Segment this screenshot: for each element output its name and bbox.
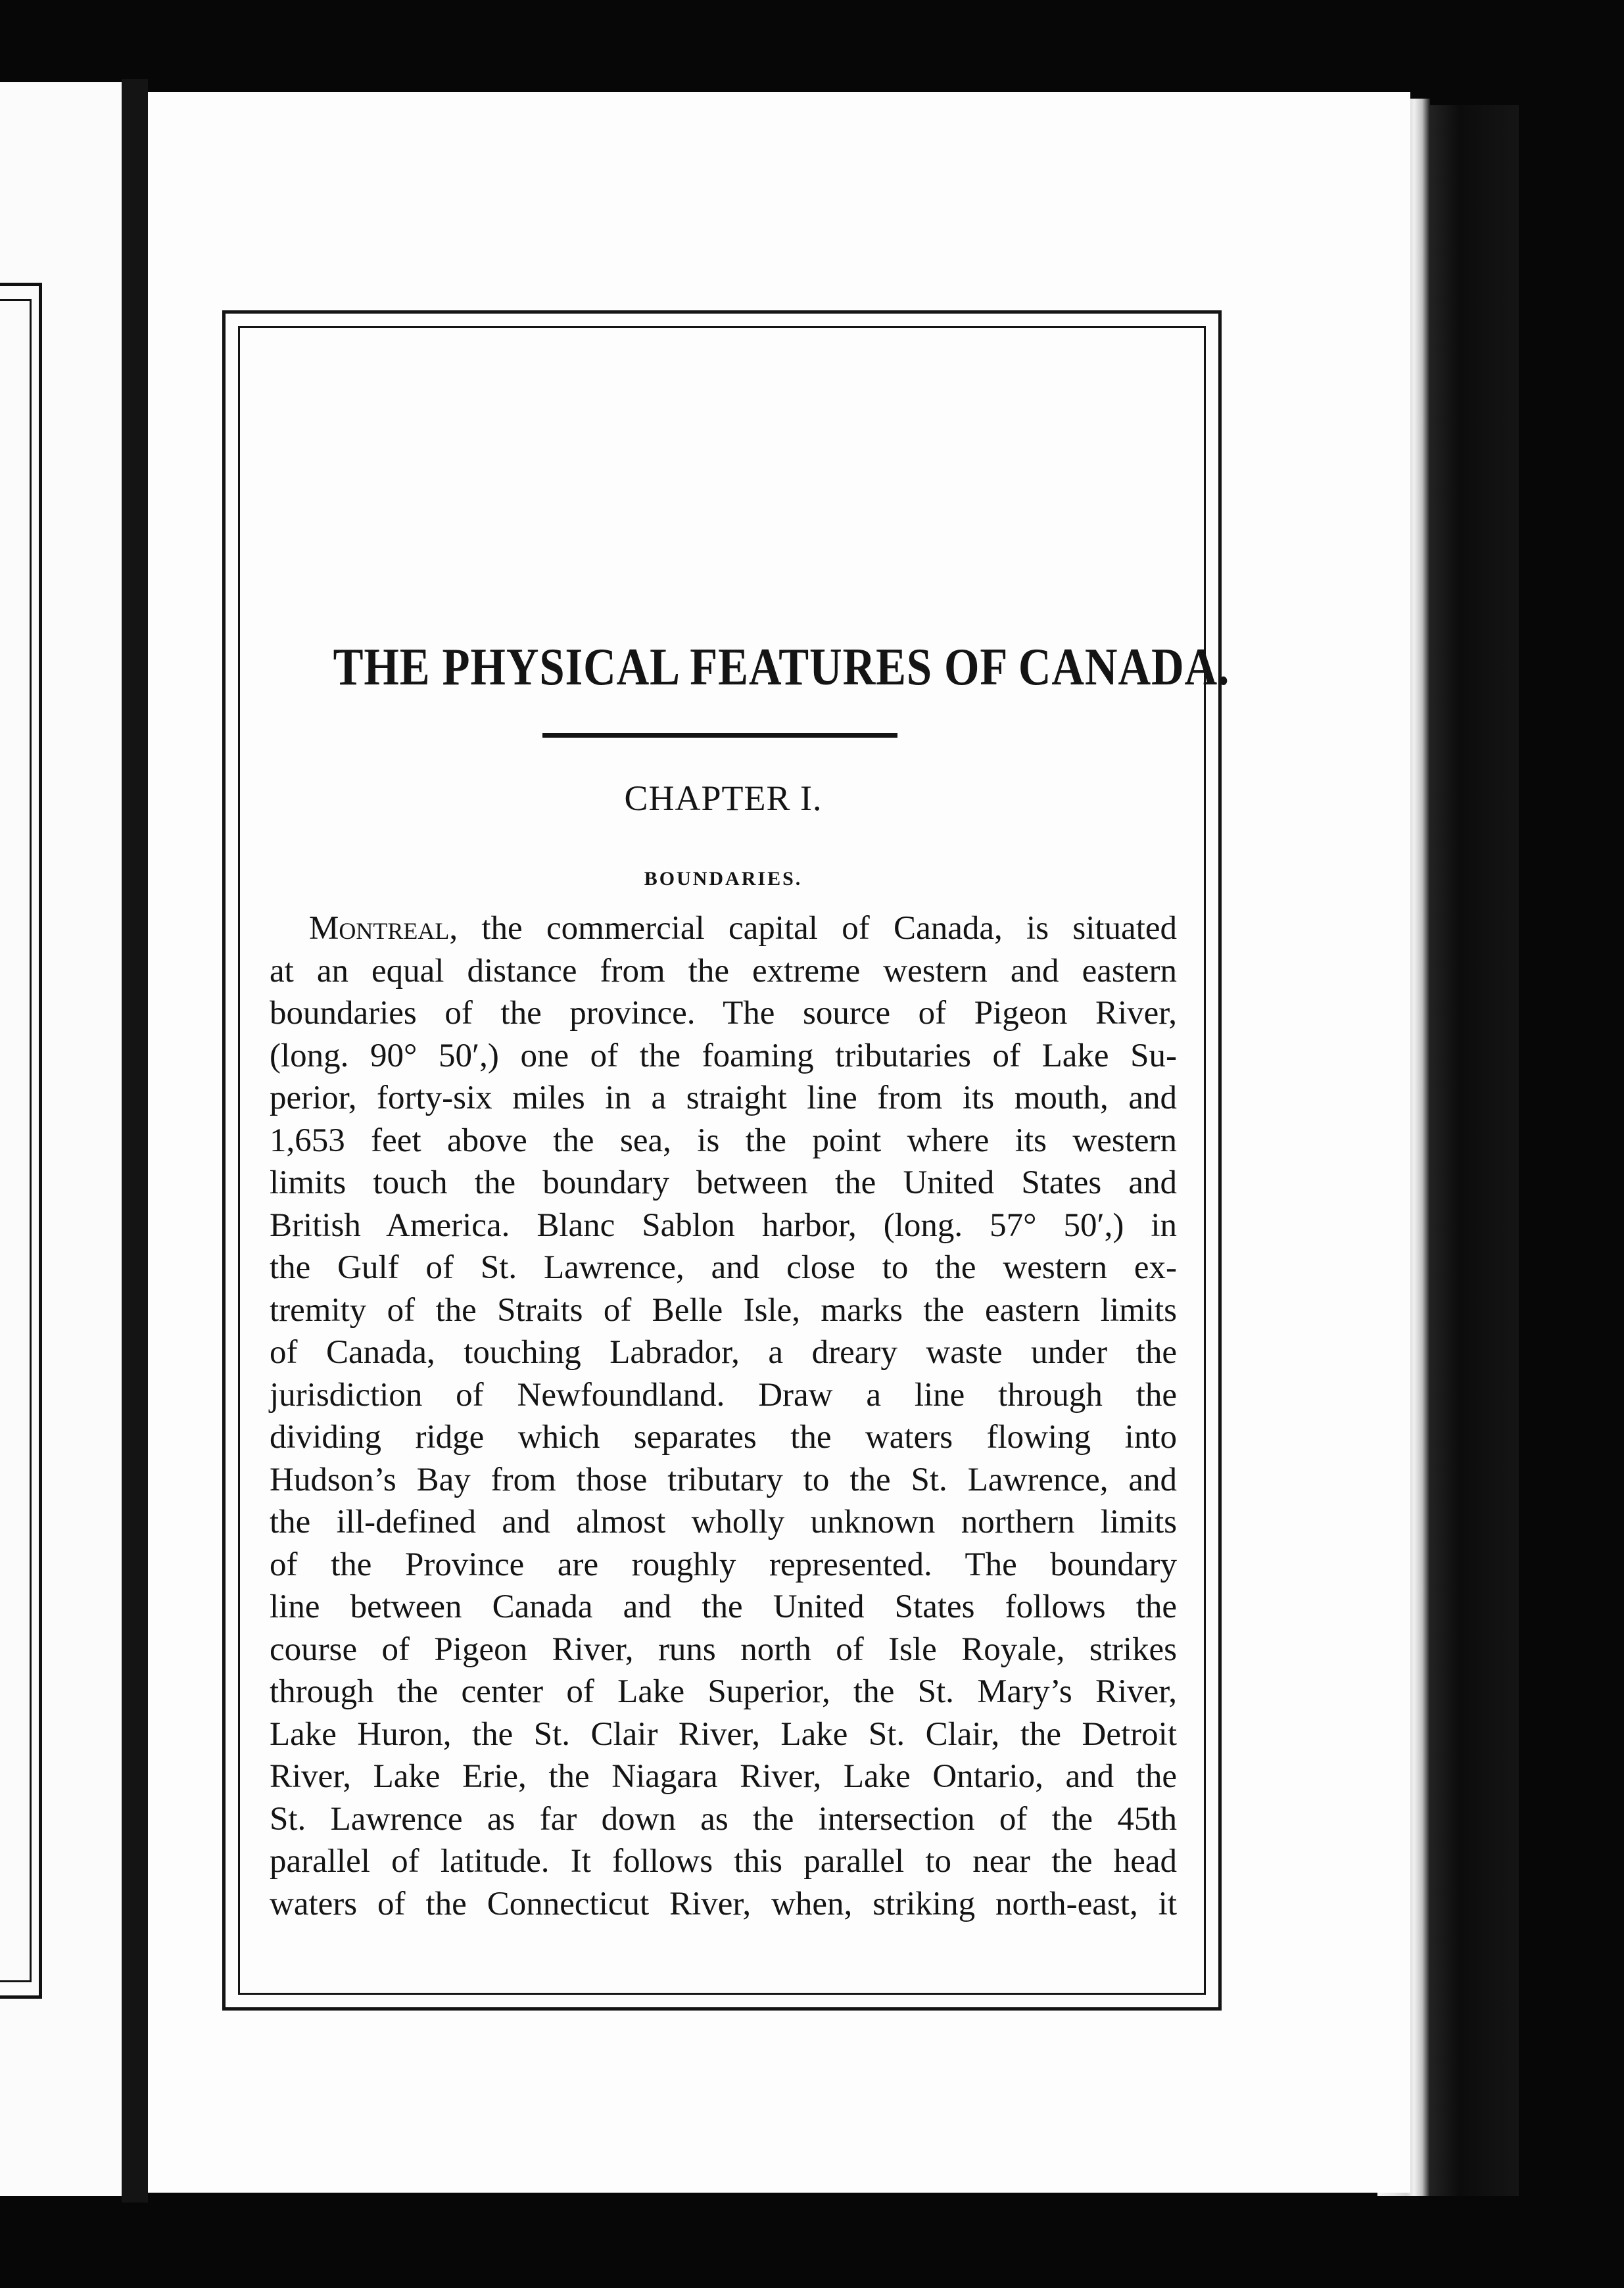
text-line: Montreal, the commercial capital of Canada, is situated bbox=[309, 910, 1177, 947]
text-line: boundaries of the province. The source of Pigeon River, bbox=[270, 995, 1177, 1032]
title-divider bbox=[542, 733, 897, 738]
text-line: dividing ridge which separates the waters flowing into bbox=[270, 1419, 1177, 1456]
text-line: British America. Blanc Sablon harbor, (long. 57° 50′,) in bbox=[270, 1206, 1177, 1244]
text-line: St. Lawrence as far down as the intersection of the 45th bbox=[270, 1800, 1177, 1838]
text-line: parallel of latitude. It follows this parallel to near the head bbox=[270, 1843, 1177, 1880]
text-line: the ill-defined and almost wholly unknown northern limits bbox=[270, 1504, 1177, 1540]
body-paragraph bbox=[270, 907, 1177, 1925]
text-line: Lake Huron, the St. Clair River, Lake St. Clair, the Detroit bbox=[270, 1715, 1177, 1753]
text-line: at an equal distance from the extreme western and eastern bbox=[270, 952, 1177, 989]
text-line: through the center of Lake Superior, the St. Mary’s River, bbox=[270, 1673, 1177, 1710]
text-line: Hudson’s Bay from those tributary to the St. Lawrence, and bbox=[270, 1461, 1177, 1498]
text-line: 1,653 feet above the sea, is the point where its western bbox=[270, 1122, 1177, 1159]
chapter-heading: CHAPTER I. bbox=[624, 778, 823, 818]
page-title: THE PHYSICAL FEATURES OF CANADA. bbox=[333, 638, 1230, 696]
text-line: waters of the Connecticut River, when, striking north-east, it bbox=[270, 1885, 1177, 1922]
text-line: River, Lake Erie, the Niagara River, Lake Ontario, and the bbox=[270, 1758, 1177, 1795]
section-heading: BOUNDARIES. bbox=[644, 868, 803, 890]
text-line: limits touch the boundary between the United States and bbox=[270, 1164, 1177, 1201]
text-line: tremity of the Straits of Belle Isle, marks the eastern limits bbox=[270, 1291, 1177, 1329]
text-line: (long. 90° 50′,) one of the foaming tributaries of Lake Su- bbox=[270, 1037, 1177, 1074]
text-line: course of Pigeon River, runs north of Isle Royale, strikes bbox=[270, 1631, 1177, 1668]
text-line: of the Province are roughly represented. The boundary bbox=[270, 1546, 1177, 1583]
text-line: jurisdiction of Newfoundland. Draw a line through the bbox=[270, 1376, 1177, 1414]
previous-page-frame-inner bbox=[0, 299, 32, 1982]
book-edge-shadow bbox=[1420, 105, 1519, 2196]
text-line: of Canada, touching Labrador, a dreary waste under the bbox=[270, 1334, 1177, 1371]
lead-word: Montreal, bbox=[309, 910, 458, 947]
text-line: line between Canada and the United States follows the bbox=[270, 1588, 1177, 1625]
book-gutter bbox=[122, 79, 148, 2203]
text-line: the Gulf of St. Lawrence, and close to the western ex- bbox=[270, 1249, 1177, 1286]
text-line: perior, forty-six miles in a straight line from its mouth, and bbox=[270, 1080, 1177, 1116]
